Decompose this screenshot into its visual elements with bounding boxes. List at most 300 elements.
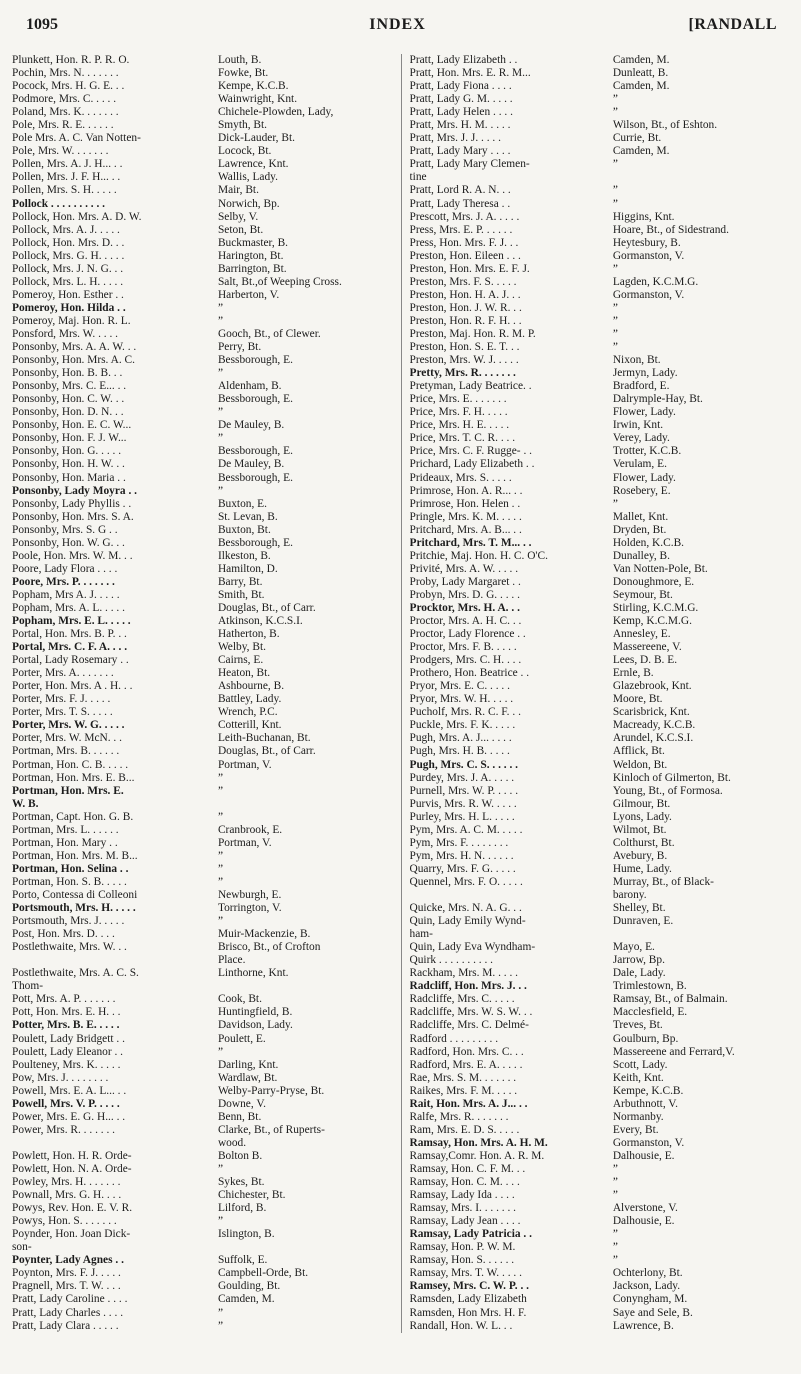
index-entry <box>12 289 397 302</box>
entry-reference: Rosebery, E. <box>612 484 671 497</box>
index-entry <box>12 498 397 511</box>
entry-reference: Newburgh, E. <box>217 889 282 901</box>
index-entry <box>410 1280 790 1293</box>
entry-reference: Camden, M. <box>612 54 670 66</box>
index-entry <box>410 1046 790 1059</box>
entry-reference: Fowke, Bt. <box>217 67 269 80</box>
index-entry <box>12 1241 397 1254</box>
entry-reference: St. Levan, B. <box>217 510 278 523</box>
entry-name: Preston, Mrs. W. J. . . . . <box>409 354 519 367</box>
index-entry <box>410 1267 790 1280</box>
entry-reference: Hatherton, B. <box>217 628 280 641</box>
entry-name: Popham, Mrs. A. L. . . . . <box>12 601 125 614</box>
entry-reference: Cairns, E. <box>217 654 264 667</box>
index-entry <box>410 954 790 967</box>
index-entry <box>12 824 397 837</box>
entry-name: Potter, Mrs. B. E. . . . . <box>12 1019 120 1032</box>
entry-reference: ” <box>612 314 618 327</box>
entry-reference: Welby-Parry-Pryse, Bt. <box>217 1084 325 1097</box>
entry-name: Pollen, Mrs. J. F. H... . . <box>12 171 121 184</box>
entry-name: tine <box>409 171 427 184</box>
entry-name: Porter, Mrs. T. S. . . . . <box>12 706 113 719</box>
entry-name: Price, Mrs. T. C. R. . . . <box>409 432 516 445</box>
entry-name: Pollock, Mrs. J. N. G. . . <box>12 262 124 275</box>
index-entry <box>410 1137 790 1150</box>
entry-reference: Moore, Bt. <box>612 693 663 706</box>
index-entry <box>410 993 790 1006</box>
entry-reference: ” <box>612 327 618 340</box>
entry-reference: Massereene, V. <box>612 641 682 654</box>
entry-name: Pratt, Lady Mary . . . . <box>409 145 511 158</box>
entry-name: Pole, Mrs. R. E. . . . . . <box>12 119 114 132</box>
index-entry <box>410 158 790 171</box>
entry-name: Ponsonby, Hon. B. B. . . <box>12 367 123 380</box>
index-entry <box>12 211 397 224</box>
entry-reference: Camden, M. <box>217 1293 275 1306</box>
entry-reference: ” <box>612 106 618 119</box>
index-columns <box>12 54 789 1333</box>
entry-reference: Ernle, B. <box>612 667 654 680</box>
entry-reference: Seton, Bt. <box>217 223 264 236</box>
entry-name: Quicke, Mrs. N. A. G. . . <box>409 902 522 915</box>
entry-reference: ” <box>217 367 223 380</box>
entry-name: Price, Mrs. E. . . . . . . <box>409 393 507 406</box>
index-entry <box>12 1163 397 1176</box>
index-entry <box>410 380 790 393</box>
entry-reference <box>212 798 397 811</box>
index-entry <box>12 576 397 589</box>
entry-name: Pott, Mrs. A. P. . . . . . . <box>12 993 116 1006</box>
entry-reference: Camden, M. <box>612 145 670 158</box>
index-entry <box>410 132 790 145</box>
index-entry <box>410 498 790 511</box>
index-entry <box>410 850 790 863</box>
entry-name: Pretyman, Lady Beatrice. . <box>409 380 532 393</box>
index-entry <box>12 798 397 811</box>
index-entry <box>12 563 397 576</box>
entry-name: Pratt, Lady Elizabeth . . <box>409 54 518 66</box>
left-column <box>12 54 401 1333</box>
entry-reference: Suffolk, E. <box>217 1254 268 1267</box>
entry-name: Pritchard, Mrs. T. M... . . <box>409 536 532 549</box>
entry-name: Pratt, Lady Mary Clemen- <box>409 158 530 171</box>
index-entry <box>12 315 397 328</box>
entry-name: Ramsay, Hon. C. M. . . . <box>409 1176 520 1189</box>
entry-name: Ramsay, Mrs. I. . . . . . . <box>409 1202 517 1215</box>
entry-name: Poynter, Lady Agnes . . <box>12 1254 124 1267</box>
index-entry <box>12 915 397 928</box>
entry-name: Pratt, Lord R. A. N. . . <box>409 184 511 197</box>
entry-name: Proctor, Lady Florence . . <box>409 628 526 641</box>
entry-reference: Perry, Bt. <box>217 341 262 354</box>
entry-name: Pocock, Mrs. H. G. E. . . <box>12 80 125 93</box>
entry-name: Ramsey, Mrs. C. W. P. . . <box>409 1280 529 1293</box>
entry-name: Ponsonby, Lady Phyllis . . <box>12 497 132 510</box>
entry-reference: Douglas, Bt., of Carr. <box>217 601 316 614</box>
index-entry <box>12 602 397 615</box>
entry-reference: Aldenham, B. <box>217 380 282 393</box>
index-entry <box>410 732 790 745</box>
entry-name: Poland, Mrs. K. . . . . . . <box>12 106 119 119</box>
entry-name: Radford, Hon. Mrs. C. . . <box>409 1045 524 1058</box>
index-entry <box>410 824 790 837</box>
entry-name: Pringle, Mrs. K. M. . . . . <box>409 510 522 523</box>
entry-name: Ponsonby, Hon. H. W. . . <box>12 458 125 471</box>
entry-reference: Harington, Bt. <box>217 249 284 262</box>
index-entry <box>12 445 397 458</box>
entry-reference: Goulburn, Bp. <box>612 1032 679 1045</box>
entry-reference: Barrington, Bt. <box>217 262 287 275</box>
entry-reference: Louth, B. <box>217 54 262 66</box>
entry-reference <box>607 171 789 184</box>
index-entry <box>410 589 790 602</box>
index-entry <box>410 80 790 93</box>
index-entry <box>410 615 790 628</box>
entry-name: Preston, Hon. Mrs. E. F. J. <box>409 262 530 275</box>
index-entry <box>12 354 397 367</box>
entry-reference: Salt, Bt.,of Weeping Cross. <box>217 275 342 288</box>
entry-name: Ponsonby, Hon. W. G. . . <box>12 536 125 549</box>
entry-reference: ” <box>612 497 618 510</box>
index-entry <box>12 171 397 184</box>
index-entry <box>410 719 790 732</box>
entry-reference: Islington, B. <box>217 1228 275 1241</box>
entry-name: Pollock, Hon. Mrs. D. . . <box>12 236 125 249</box>
entry-reference: Verey, Lady. <box>612 432 670 445</box>
entry-reference: Shelley, Bt. <box>612 902 666 915</box>
page-number: 1095 <box>26 16 58 33</box>
entry-name: Radford . . . . . . . . . <box>409 1032 499 1045</box>
index-entry <box>12 393 397 406</box>
entry-name: W. B. <box>12 797 39 810</box>
index-entry <box>410 1019 790 1032</box>
entry-name: Ponsonby, Mrs. A. A. W. . . <box>12 341 137 354</box>
index-entry <box>12 589 397 602</box>
index-entry <box>12 759 397 772</box>
index-entry <box>12 980 397 993</box>
entry-reference: Bessborough, E. <box>217 471 293 484</box>
index-entry <box>12 628 397 641</box>
entry-name: Portal, Mrs. C. F. A. . . . <box>12 641 128 654</box>
entry-reference: Mallet, Knt. <box>612 510 669 523</box>
index-entry <box>12 224 397 237</box>
entry-reference: Dalhousie, E. <box>612 1149 675 1162</box>
entry-name: Popham, Mrs A. J. . . . . <box>12 588 120 601</box>
entry-name: Pomeroy, Maj. Hon. R. L. <box>12 314 131 327</box>
entry-name: Quin, Lady Emily Wynd- <box>409 915 526 928</box>
index-entry <box>12 419 397 432</box>
entry-name: Ponsonby, Mrs. C. E... . . <box>12 380 127 393</box>
index-entry <box>410 211 790 224</box>
entry-reference: Linthorne, Knt. <box>217 967 289 980</box>
entry-name: Purnell, Mrs. W. P. . . . . <box>409 784 519 797</box>
index-entry <box>12 328 397 341</box>
entry-name: Ponsonby, Hon. E. C. W... <box>12 419 132 432</box>
index-entry <box>410 915 790 928</box>
entry-reference: ” <box>217 406 223 419</box>
entry-reference: Davidson, Lady. <box>217 1019 293 1032</box>
entry-reference: Atkinson, K.C.S.I. <box>217 615 303 628</box>
index-entry <box>410 119 790 132</box>
entry-reference: Trimlestown, B. <box>612 980 687 993</box>
entry-name: Plunkett, Hon. R. P. R. O. <box>12 54 130 66</box>
entry-name: Pollock, Mrs. G. H. . . . . <box>12 249 125 262</box>
entry-reference: Flower, Lady. <box>612 471 676 484</box>
entry-name: Prichard, Lady Elizabeth . . <box>409 458 535 471</box>
index-entry <box>12 706 397 719</box>
entry-name: Pow, Mrs. J. . . . . . . . <box>12 1071 109 1084</box>
entry-name: Pratt, Lady Caroline . . . . <box>12 1293 128 1306</box>
index-entry <box>12 785 397 798</box>
entry-name: Preston, Mrs. F. S. . . . . <box>409 275 517 288</box>
entry-reference: Poulett, E. <box>217 1032 266 1045</box>
entry-name: Pratt, Lady G. M. . . . . <box>409 93 513 106</box>
entry-name: Preston, Hon. S. E. T. . . <box>409 341 520 354</box>
entry-reference: Campbell-Orde, Bt. <box>217 1267 309 1280</box>
entry-name: Ramsay, Hon. C. F. M. . . <box>409 1162 526 1175</box>
entry-reference: Keith, Knt. <box>612 1071 664 1084</box>
entry-name: Ramsay,Comr. Hon. A. R. M. <box>409 1149 545 1162</box>
entry-reference: Flower, Lady. <box>612 406 676 419</box>
entry-name: Ponsonby, Hon. F. J. W... <box>12 432 127 445</box>
entry-reference: Wrench, P.C. <box>217 706 278 719</box>
entry-reference: Torrington, V. <box>217 902 282 915</box>
index-entry <box>12 432 397 445</box>
entry-name: Ramsay, Hon. P. W. M. <box>409 1241 516 1254</box>
entry-reference: ” <box>217 784 223 797</box>
entry-name: Proby, Lady Margaret . . <box>409 575 521 588</box>
entry-reference: Lagden, K.C.M.G. <box>612 275 699 288</box>
index-entry <box>12 380 397 393</box>
entry-name: Portman, Hon. Selina . . <box>12 862 129 875</box>
entry-reference: Douglas, Bt., of Carr. <box>217 745 316 758</box>
index-entry <box>410 811 790 824</box>
right-column <box>401 54 790 1333</box>
entry-name: Ponsonby, Hon. Mrs. A. C. <box>12 354 135 367</box>
entry-name: Powys, Rev. Hon. E. V. R. <box>12 1202 133 1215</box>
entry-reference: Colthurst, Bt. <box>612 836 675 849</box>
index-entry <box>12 876 397 889</box>
index-entry <box>12 1176 397 1189</box>
entry-reference: ” <box>217 1306 223 1319</box>
entry-name: Ramsay, Lady Ida . . . . <box>409 1189 515 1202</box>
entry-reference: ” <box>612 1254 618 1267</box>
entry-reference: Lyons, Lady. <box>612 810 672 823</box>
entry-name: Price, Mrs. F. H. . . . . <box>409 406 508 419</box>
entry-name: Proctor, Mrs. A. H. C. . . <box>409 615 522 628</box>
index-entry <box>12 1072 397 1085</box>
entry-reference: Hoare, Bt., of Sidestrand. <box>612 223 729 236</box>
entry-reference: Place. <box>217 954 246 967</box>
index-entry <box>12 902 397 915</box>
index-entry <box>410 1085 790 1098</box>
entry-reference: Mayo, E. <box>612 941 655 954</box>
index-entry <box>12 641 397 654</box>
index-entry <box>12 1320 397 1333</box>
entry-name <box>12 1137 212 1150</box>
entry-reference: Mair, Bt. <box>217 184 259 197</box>
entry-name: Radcliff, Hon. Mrs. J. . . <box>409 980 527 993</box>
index-entry <box>12 250 397 263</box>
entry-reference: Dalhousie, E. <box>612 1215 675 1228</box>
entry-reference: Portman, V. <box>217 758 272 771</box>
index-entry <box>410 759 790 772</box>
entry-name: Pugh, Mrs. H. B. . . . . <box>409 745 510 758</box>
index-entry <box>12 1059 397 1072</box>
index-entry <box>410 1202 790 1215</box>
entry-name: son- <box>12 1241 32 1254</box>
entry-name: Pollen, Mrs. A. J. H... . . <box>12 158 123 171</box>
entry-name: Pritchie, Maj. Hon. H. C. O'C. <box>409 549 548 562</box>
index-entry <box>410 406 790 419</box>
entry-reference: Downe, V. <box>217 1097 266 1110</box>
entry-name: Portman, Hon. Mary . . <box>12 836 118 849</box>
entry-reference: Heytesbury, B. <box>612 236 681 249</box>
entry-name: Pym, Mrs. F. . . . . . . . <box>409 836 509 849</box>
entry-reference: Kempe, K.C.B. <box>612 1084 684 1097</box>
entry-reference: Clarke, Bt., of Ruperts- <box>217 1123 325 1136</box>
entry-reference: Irwin, Knt. <box>612 419 664 432</box>
entry-reference: Portman, V. <box>217 836 272 849</box>
entry-name: Rackham, Mrs. M. . . . . <box>409 967 519 980</box>
entry-reference: Macready, K.C.B. <box>612 719 696 732</box>
entry-reference: Bradford, E. <box>612 380 670 393</box>
entry-name: Pritchard, Mrs. A. B... . . <box>409 523 522 536</box>
entry-reference: Normanby. <box>612 1110 664 1123</box>
entry-name: Privité, Mrs. A. W. . . . . <box>409 562 519 575</box>
index-entry <box>12 732 397 745</box>
entry-name: Ponsonby, Hon. Maria . . <box>12 471 126 484</box>
entry-name: Portman, Capt. Hon. G. B. <box>12 810 134 823</box>
entry-name: Preston, Hon. H. A. J. . . <box>409 288 521 301</box>
entry-name: Pratt, Mrs. J. J. . . . . <box>409 132 501 145</box>
entry-reference: ” <box>217 432 223 445</box>
entry-reference: Wilmot, Bt. <box>612 823 667 836</box>
index-entry <box>410 458 790 471</box>
entry-name: Portman, Hon. C. B. . . . . <box>12 758 129 771</box>
index-entry <box>410 1072 790 1085</box>
entry-reference: Muir-Mackenzie, B. <box>217 928 311 941</box>
index-entry <box>12 1124 397 1137</box>
index-entry <box>410 628 790 641</box>
entry-name: Ponsonby, Mrs. S. G . . <box>12 523 118 536</box>
entry-reference: Arundel, K.C.S.I. <box>612 732 694 745</box>
index-entry <box>410 145 790 158</box>
entry-name: Pole, Mrs. W. . . . . . . <box>12 145 109 158</box>
entry-reference: Dunleatt, B. <box>612 67 669 80</box>
entry-reference: Benn, Bt. <box>217 1110 262 1123</box>
entry-name: Poynder, Hon. Joan Dick- <box>12 1228 131 1241</box>
index-entry <box>12 745 397 758</box>
entry-name: Portsmouth, Mrs. J. . . . . <box>12 915 125 928</box>
entry-name: Procktor, Mrs. H. A. . . <box>409 601 520 614</box>
index-entry <box>12 1046 397 1059</box>
entry-name: Power, Mrs. E. G. H... . . <box>12 1110 126 1123</box>
entry-reference: wood. <box>217 1136 247 1149</box>
entry-name: Pollock, Hon. Mrs. A. D. W. <box>12 210 142 223</box>
entry-name: Raikes, Mrs. F. M. . . . . <box>409 1084 518 1097</box>
index-entry <box>410 1163 790 1176</box>
entry-name: Portman, Hon. Mrs. E. <box>12 784 124 797</box>
entry-reference: Norwich, Bp. <box>217 197 280 210</box>
entry-name: Portsmouth, Mrs. H. . . . . <box>12 902 136 915</box>
entry-name: Pugh, Mrs. C. S. . . . . . <box>409 758 519 771</box>
entry-name: Pryor, Mrs. E. C. . . . . <box>409 680 510 693</box>
entry-name: Primrose, Hon. A. R... . . <box>409 484 523 497</box>
index-entry <box>12 719 397 732</box>
index-entry <box>410 315 790 328</box>
entry-name: Ramsay, Mrs. T. W. . . . . <box>409 1267 522 1280</box>
entry-reference: Gormanston, V. <box>612 1136 685 1149</box>
entry-name: Pratt, Lady Clara . . . . . <box>12 1319 119 1332</box>
entry-reference: Heaton, Bt. <box>217 667 271 680</box>
entry-name: Pugh, Mrs. A. J... . . . . <box>409 732 512 745</box>
index-entry <box>410 224 790 237</box>
entry-reference: ” <box>612 1189 618 1202</box>
entry-reference: ” <box>217 1045 223 1058</box>
entry-reference: ” <box>612 158 618 171</box>
index-entry <box>12 1098 397 1111</box>
index-entry <box>12 772 397 785</box>
index-entry <box>410 680 790 693</box>
index-entry <box>12 511 397 524</box>
index-entry <box>12 941 397 954</box>
index-entry <box>410 276 790 289</box>
entry-name: Porter, Mrs. W. G. . . . . <box>12 719 125 732</box>
entry-name: Pownall, Mrs. G. H. . . . <box>12 1189 122 1202</box>
entry-reference: ” <box>217 1215 223 1228</box>
entry-name: Pole Mrs. A. C. Van Notten- <box>12 132 141 145</box>
entry-reference: ” <box>612 1176 618 1189</box>
entry-name: Poulett, Lady Eleanor . . <box>12 1045 124 1058</box>
index-entry <box>410 341 790 354</box>
entry-name: Proctor, Mrs. F. B. . . . . <box>409 641 517 654</box>
index-entry <box>12 54 397 67</box>
entry-reference: ” <box>612 262 618 275</box>
entry-name: Preston, Hon. J. W. R. . . <box>409 301 522 314</box>
entry-name: Thom- <box>12 980 44 993</box>
entry-name: Prothero, Hon. Beatrice . . <box>409 667 530 680</box>
index-entry <box>12 145 397 158</box>
index-entry <box>12 1254 397 1267</box>
entry-reference: Dick-Lauder, Bt. <box>217 132 295 145</box>
entry-reference: Cranbrook, E. <box>217 823 283 836</box>
index-entry <box>410 393 790 406</box>
index-entry <box>12 119 397 132</box>
entry-name: Popham, Mrs. E. L. . . . . <box>12 615 131 628</box>
entry-name: Primrose, Hon. Helen . . <box>409 497 521 510</box>
entry-reference: Lawrence, B. <box>612 1319 674 1332</box>
entry-reference: Scarisbrick, Knt. <box>612 706 690 719</box>
entry-name: Ramsay, Lady Jean . . . . <box>409 1215 521 1228</box>
index-entry <box>12 680 397 693</box>
entry-reference: ” <box>217 314 223 327</box>
entry-name: Porter, Mrs. A. . . . . . . <box>12 667 114 680</box>
index-entry <box>12 263 397 276</box>
index-entry <box>12 967 397 980</box>
entry-name: Ralfe, Mrs. R. . . . . . . <box>409 1110 509 1123</box>
index-entry <box>410 1111 790 1124</box>
entry-reference: Chichester, Bt. <box>217 1189 286 1202</box>
index-entry <box>410 876 790 889</box>
index-entry <box>410 1176 790 1189</box>
entry-name <box>410 889 607 902</box>
index-entry <box>12 276 397 289</box>
entry-name: Powys, Hon. S. . . . . . . <box>12 1215 117 1228</box>
entry-name: Purley, Mrs. H. L. . . . . <box>409 810 515 823</box>
entry-reference: Saye and Sele, B. <box>612 1306 693 1319</box>
entry-name: Pratt, Hon. Mrs. E. R. M... <box>409 67 531 80</box>
